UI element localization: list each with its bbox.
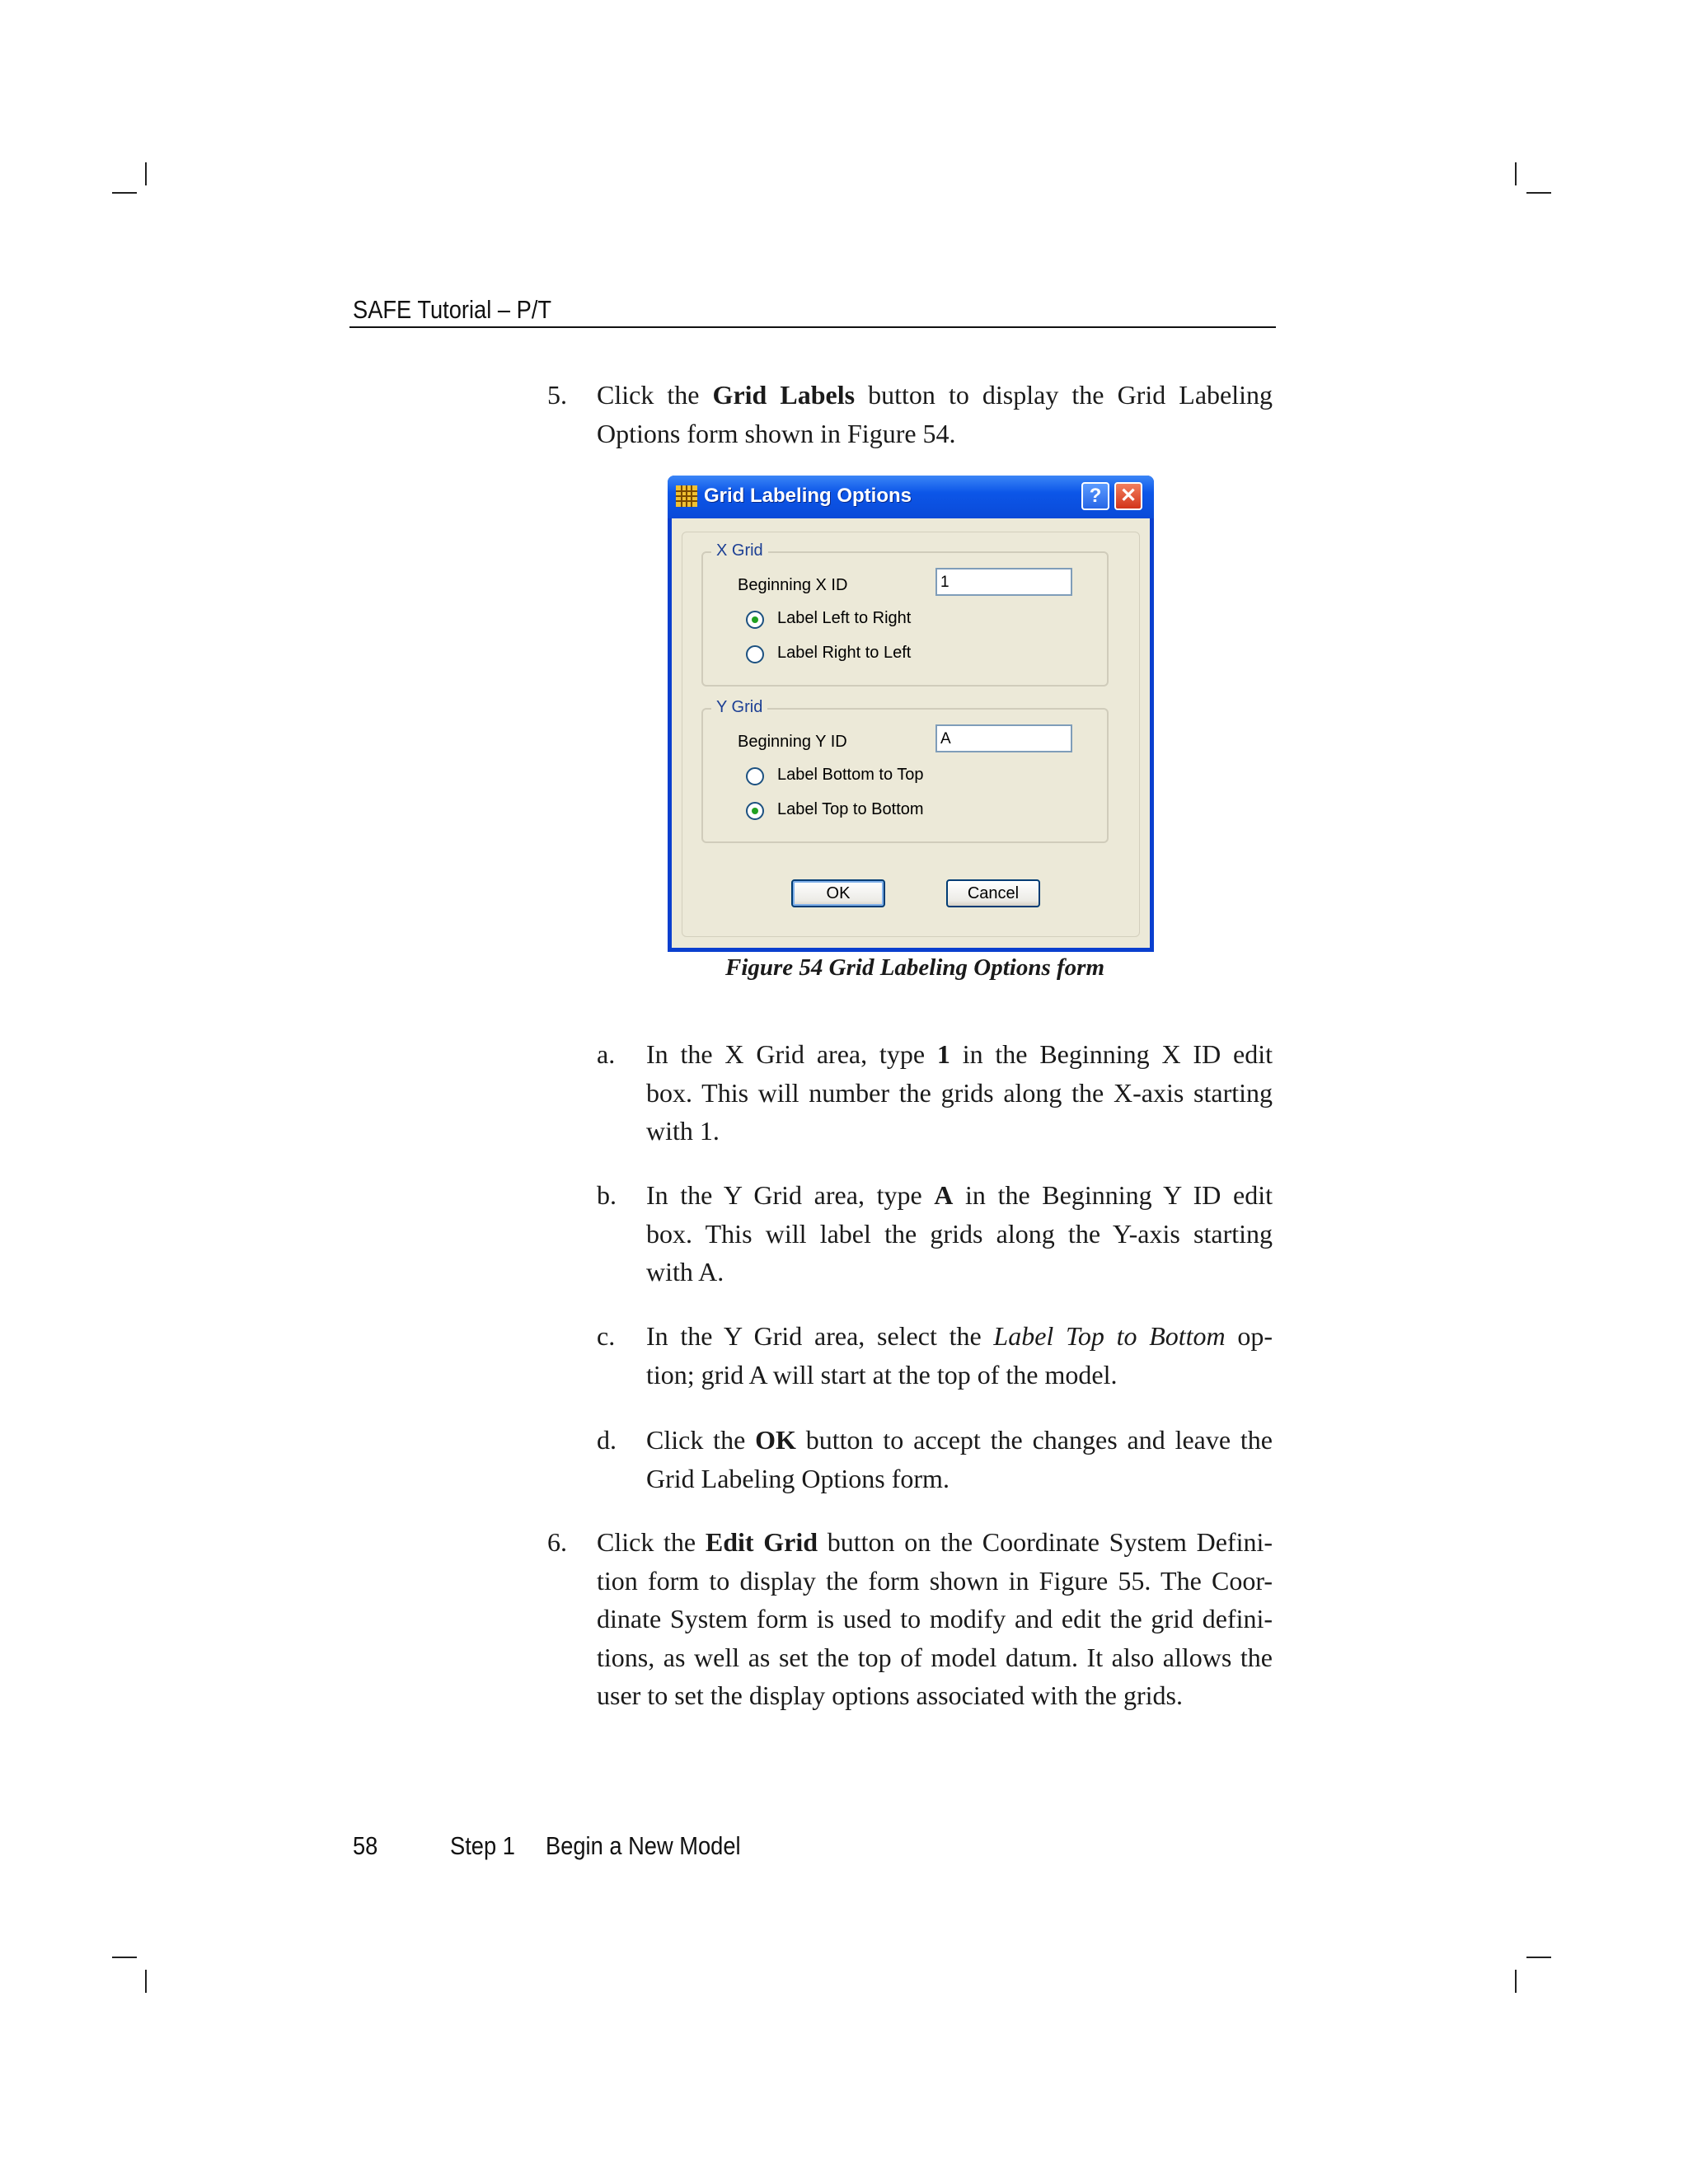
beginning-x-id-label: Beginning X ID <box>738 576 848 594</box>
label-bottom-to-top-label: Label Bottom to Top <box>777 766 924 784</box>
step-6-line-5: user to set the display options associated with the grids. <box>597 1680 1183 1710</box>
label-left-to-right-radio[interactable] <box>746 611 764 629</box>
running-header: SAFE Tutorial – P/T <box>353 295 552 324</box>
step-5-text <box>597 376 1273 452</box>
footer-section-title: Begin a New Model <box>546 1831 741 1860</box>
crop-mark <box>1526 1957 1551 1958</box>
footer-step: Step 1 <box>450 1831 515 1860</box>
y-grid-group <box>701 698 1109 843</box>
label-left-to-right-label: Label Left to Right <box>777 609 912 627</box>
page-number: 58 <box>353 1831 378 1860</box>
label-bottom-to-top-radio[interactable] <box>746 767 764 785</box>
figure-caption: Figure 54 Grid Labeling Options form <box>724 954 1105 981</box>
substep-a-line-2: box. This will number the grids along the X-axis starting <box>646 1077 1273 1108</box>
step-6-text-part: button on the Coordinate System Defini- <box>818 1527 1273 1557</box>
substep-d-text <box>646 1421 1273 1497</box>
substep-c-text <box>646 1317 1273 1394</box>
substep-c-line-2: tion; grid A will start at the top of the model. <box>646 1359 1118 1390</box>
beginning-y-id-label: Beginning Y ID <box>738 733 847 751</box>
substep-marker: c. <box>597 1321 616 1351</box>
substep-a-line-3: with 1. <box>646 1116 720 1146</box>
step-6-text-part: Click the <box>597 1527 706 1557</box>
substep-c-text-part: In the Y Grid area, select the <box>646 1321 994 1351</box>
step-number: 5. <box>547 380 567 410</box>
step-5-text-part: button to display the Grid Labeling <box>855 380 1273 410</box>
ok-button[interactable]: OK <box>791 879 885 907</box>
crop-mark <box>145 1970 147 1993</box>
dialog-title: Grid Labeling Options <box>704 485 912 507</box>
substep-a-bold: 1 <box>936 1039 950 1069</box>
label-right-to-left-radio[interactable] <box>746 645 764 663</box>
substep-c-text-part: op- <box>1225 1321 1273 1351</box>
header-rule <box>349 326 1276 328</box>
substep-b-text <box>646 1176 1273 1291</box>
beginning-x-id-input[interactable]: 1 <box>935 568 1072 596</box>
crop-mark <box>112 1957 137 1958</box>
substep-marker: a. <box>597 1039 616 1069</box>
step-5-bold: Grid Labels <box>712 380 856 410</box>
step-5-text-part: Click the <box>597 380 713 410</box>
label-top-to-bottom-label: Label Top to Bottom <box>777 800 924 818</box>
cancel-button[interactable]: Cancel <box>946 879 1040 907</box>
step-5-line-2: Options form shown in Figure 54. <box>597 418 956 448</box>
close-button[interactable]: ✕ <box>1114 482 1142 510</box>
title-bar[interactable] <box>668 476 1154 518</box>
substep-d-text-part: Click the <box>646 1425 756 1455</box>
substep-a-text-part: In the X Grid area, type <box>646 1039 937 1069</box>
crop-mark <box>1515 1970 1517 1993</box>
label-right-to-left-label: Label Right to Left <box>777 644 912 662</box>
y-grid-legend: Y Grid <box>711 698 767 717</box>
step-6-line-4: tions, as well as set the top of model datum. It also allows the <box>597 1642 1273 1672</box>
x-grid-legend: X Grid <box>711 541 768 560</box>
label-top-to-bottom-radio[interactable] <box>746 802 764 820</box>
step-number: 6. <box>547 1527 567 1557</box>
substep-d-bold: OK <box>755 1425 796 1455</box>
substep-marker: d. <box>597 1425 617 1455</box>
crop-mark <box>145 162 147 185</box>
grid-app-icon <box>676 485 697 507</box>
crop-mark <box>1526 192 1551 194</box>
substep-b-line-3: with A. <box>646 1257 724 1286</box>
crop-mark <box>1515 162 1517 185</box>
beginning-y-id-input[interactable]: A <box>935 724 1072 752</box>
substep-b-bold: A <box>934 1180 954 1210</box>
x-grid-group <box>701 541 1109 687</box>
substep-c-italic: Label Top to Bottom <box>993 1321 1226 1351</box>
substep-marker: b. <box>597 1180 617 1210</box>
substep-b-text-part: in the Beginning Y ID edit <box>953 1180 1273 1210</box>
grid-labeling-options-dialog <box>668 476 1154 952</box>
substep-d-text-part: button to accept the changes and leave the <box>795 1425 1273 1455</box>
crop-mark <box>112 192 137 194</box>
step-6-bold: Edit Grid <box>705 1527 818 1557</box>
substep-b-text-part: In the Y Grid area, type <box>646 1180 935 1210</box>
substep-d-line-2: Grid Labeling Options form. <box>646 1463 950 1493</box>
help-button[interactable]: ? <box>1081 482 1109 510</box>
step-6-line-2: tion form to display the form shown in Figure 55. The Coor- <box>597 1565 1273 1596</box>
substep-a-text-part: in the Beginning X ID edit <box>950 1039 1273 1069</box>
dialog-client-area <box>672 518 1150 948</box>
step-6-line-3: dinate System form is used to modify and edit the grid defini- <box>597 1604 1273 1633</box>
step-6-text <box>597 1523 1273 1715</box>
substep-b-line-2: box. This will label the grids along the Y-axis starting <box>646 1218 1273 1249</box>
substep-a-text <box>646 1035 1273 1151</box>
